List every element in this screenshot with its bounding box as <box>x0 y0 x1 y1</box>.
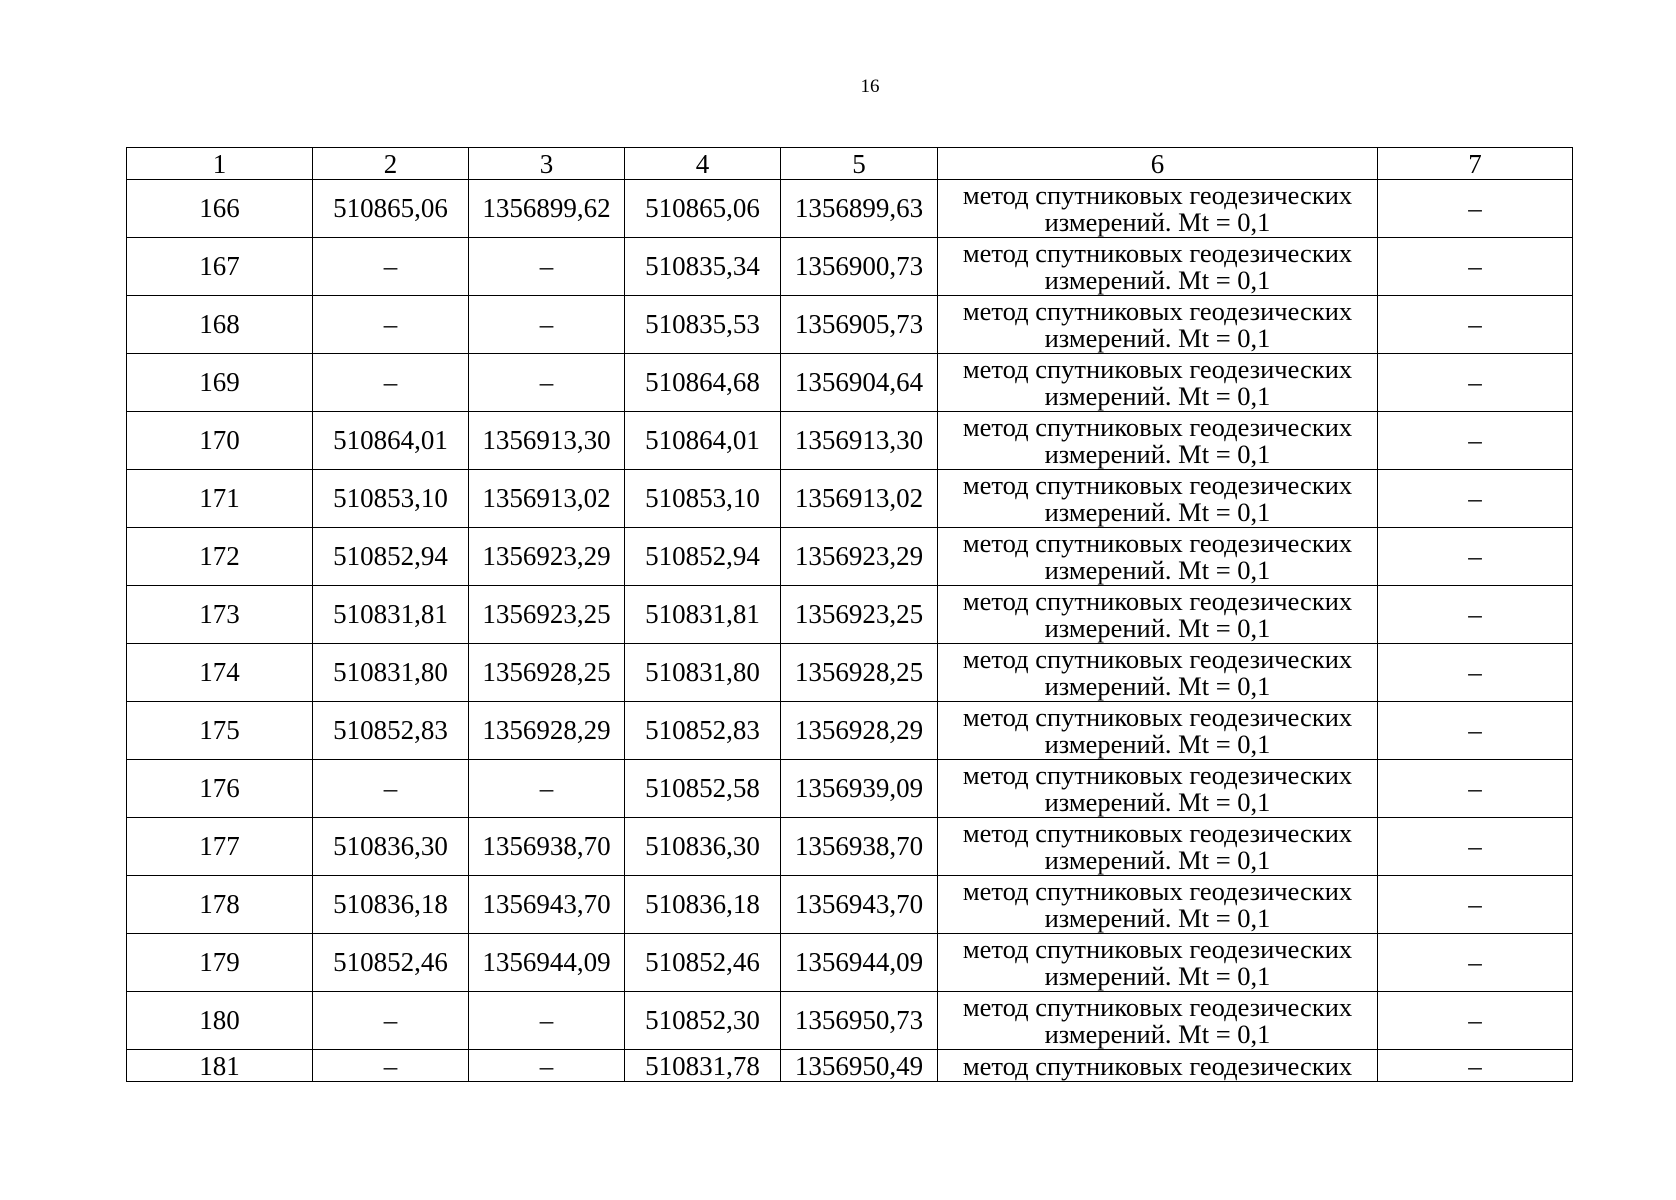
description-cell: – <box>1378 528 1573 586</box>
table-row <box>127 528 1573 586</box>
description-cell: – <box>1378 760 1573 818</box>
new-x-cell: 510835,53 <box>625 296 781 354</box>
existing-y-cell: 1356899,62 <box>469 180 625 238</box>
existing-x-cell: 510853,10 <box>313 470 469 528</box>
existing-x-cell: 510852,94 <box>313 528 469 586</box>
point-number-cell: 173 <box>127 586 313 644</box>
existing-y-cell: 1356913,30 <box>469 412 625 470</box>
new-y-cell: 1356904,64 <box>781 354 938 412</box>
point-number-cell: 175 <box>127 702 313 760</box>
existing-y-cell: 1356913,02 <box>469 470 625 528</box>
new-y-cell: 1356939,09 <box>781 760 938 818</box>
description-cell: – <box>1378 180 1573 238</box>
new-y-cell: 1356943,70 <box>781 876 938 934</box>
method-cell <box>938 818 1378 876</box>
table-header-row <box>127 148 1573 180</box>
table-row <box>127 296 1573 354</box>
point-number-cell: 168 <box>127 296 313 354</box>
new-y-cell: 1356913,30 <box>781 412 938 470</box>
new-x-cell: 510852,46 <box>625 934 781 992</box>
table-row <box>127 180 1573 238</box>
existing-y-cell: 1356928,29 <box>469 702 625 760</box>
existing-x-cell: 510865,06 <box>313 180 469 238</box>
new-x-cell: 510836,18 <box>625 876 781 934</box>
new-y-cell: 1356928,29 <box>781 702 938 760</box>
existing-x-cell: – <box>313 992 469 1050</box>
method-cell <box>938 992 1378 1050</box>
coordinates-table <box>126 147 1573 1082</box>
description-cell: – <box>1378 644 1573 702</box>
method-text: метод спутниковых геодезических измерений. Mt = 0,1 <box>962 875 1353 933</box>
description-cell: – <box>1378 296 1573 354</box>
new-x-cell: 510864,01 <box>625 412 781 470</box>
new-y-cell: 1356900,73 <box>781 238 938 296</box>
method-cell <box>938 702 1378 760</box>
table-row <box>127 644 1573 702</box>
method-text: метод спутниковых геодезических измерений. Mt = 0,1 <box>962 933 1353 991</box>
header-cell-3: 3 <box>469 148 625 180</box>
new-y-cell: 1356950,49 <box>781 1050 938 1082</box>
method-text: метод спутниковых геодезических измерений. Mt = 0,1 <box>962 585 1353 643</box>
point-number-cell: 177 <box>127 818 313 876</box>
existing-y-cell: 1356928,25 <box>469 644 625 702</box>
method-cell <box>938 586 1378 644</box>
existing-y-cell: 1356923,29 <box>469 528 625 586</box>
method-cell <box>938 470 1378 528</box>
existing-y-cell: 1356923,25 <box>469 586 625 644</box>
point-number-cell: 174 <box>127 644 313 702</box>
method-cell <box>938 528 1378 586</box>
existing-x-cell: – <box>313 1050 469 1082</box>
header-cell-1: 1 <box>127 148 313 180</box>
description-cell: – <box>1378 238 1573 296</box>
table-row <box>127 470 1573 528</box>
existing-x-cell: 510831,81 <box>313 586 469 644</box>
existing-x-cell: – <box>313 238 469 296</box>
description-cell: – <box>1378 992 1573 1050</box>
table-row <box>127 238 1573 296</box>
existing-x-cell: – <box>313 354 469 412</box>
description-cell: – <box>1378 354 1573 412</box>
method-cell <box>938 876 1378 934</box>
existing-x-cell: 510831,80 <box>313 644 469 702</box>
method-cell <box>938 412 1378 470</box>
method-cell <box>938 180 1378 238</box>
header-cell-7: 7 <box>1378 148 1573 180</box>
point-number-cell: 170 <box>127 412 313 470</box>
point-number-cell: 179 <box>127 934 313 992</box>
point-number-cell: 178 <box>127 876 313 934</box>
new-y-cell: 1356950,73 <box>781 992 938 1050</box>
existing-y-cell: 1356943,70 <box>469 876 625 934</box>
existing-x-cell: – <box>313 760 469 818</box>
description-cell: – <box>1378 1050 1573 1082</box>
new-y-cell: 1356923,25 <box>781 586 938 644</box>
method-text: метод спутниковых геодезических измерений. Mt = 0,1 <box>962 237 1353 295</box>
new-y-cell: 1356913,02 <box>781 470 938 528</box>
method-cell <box>938 934 1378 992</box>
new-y-cell: 1356923,29 <box>781 528 938 586</box>
method-text: метод спутниковых геодезических измерений. Mt = 0,1 <box>962 353 1353 411</box>
new-x-cell: 510835,34 <box>625 238 781 296</box>
point-number-cell: 171 <box>127 470 313 528</box>
new-y-cell: 1356905,73 <box>781 296 938 354</box>
existing-y-cell: – <box>469 296 625 354</box>
method-text: метод спутниковых геодезических измерений. Mt = 0,1 <box>962 411 1353 469</box>
point-number-cell: 169 <box>127 354 313 412</box>
existing-y-cell: – <box>469 238 625 296</box>
new-x-cell: 510831,80 <box>625 644 781 702</box>
point-number-cell: 166 <box>127 180 313 238</box>
table-row <box>127 354 1573 412</box>
existing-y-cell: – <box>469 354 625 412</box>
method-cell <box>938 1050 1378 1082</box>
method-cell <box>938 760 1378 818</box>
point-number-cell: 172 <box>127 528 313 586</box>
method-text: метод спутниковых геодезических измерений. Mt = 0,1 <box>962 527 1353 585</box>
table-row <box>127 934 1573 992</box>
header-cell-2: 2 <box>313 148 469 180</box>
existing-y-cell: – <box>469 992 625 1050</box>
header-cell-6: 6 <box>938 148 1378 180</box>
new-x-cell: 510864,68 <box>625 354 781 412</box>
new-x-cell: 510853,10 <box>625 470 781 528</box>
method-text: метод спутниковых геодезических измерений. Mt = 0,1 <box>962 295 1353 353</box>
new-x-cell: 510852,94 <box>625 528 781 586</box>
new-x-cell: 510831,81 <box>625 586 781 644</box>
new-x-cell: 510836,30 <box>625 818 781 876</box>
description-cell: – <box>1378 586 1573 644</box>
description-cell: – <box>1378 412 1573 470</box>
existing-x-cell: 510864,01 <box>313 412 469 470</box>
description-cell: – <box>1378 876 1573 934</box>
header-cell-4: 4 <box>625 148 781 180</box>
method-cell <box>938 354 1378 412</box>
page-number: 16 <box>860 76 880 97</box>
new-y-cell: 1356938,70 <box>781 818 938 876</box>
existing-y-cell: 1356944,09 <box>469 934 625 992</box>
method-cell <box>938 296 1378 354</box>
new-y-cell: 1356944,09 <box>781 934 938 992</box>
existing-x-cell: – <box>313 296 469 354</box>
point-number-cell: 176 <box>127 760 313 818</box>
description-cell: – <box>1378 470 1573 528</box>
point-number-cell: 181 <box>127 1050 313 1082</box>
new-x-cell: 510865,06 <box>625 180 781 238</box>
description-cell: – <box>1378 818 1573 876</box>
existing-x-cell: 510852,46 <box>313 934 469 992</box>
table-row <box>127 412 1573 470</box>
table-row <box>127 818 1573 876</box>
new-x-cell: 510852,83 <box>625 702 781 760</box>
new-x-cell: 510852,30 <box>625 992 781 1050</box>
table-row <box>127 586 1573 644</box>
method-cell <box>938 644 1378 702</box>
table-row <box>127 1050 1573 1082</box>
description-cell: – <box>1378 934 1573 992</box>
table-row <box>127 702 1573 760</box>
table-row <box>127 760 1573 818</box>
method-text: метод спутниковых геодезических измерений. Mt = 0,1 <box>962 469 1353 527</box>
table-row <box>127 992 1573 1050</box>
existing-x-cell: 510836,30 <box>313 818 469 876</box>
header-cell-5: 5 <box>781 148 938 180</box>
description-cell: – <box>1378 702 1573 760</box>
table-row <box>127 876 1573 934</box>
table-body <box>127 148 1573 1082</box>
new-x-cell: 510831,78 <box>625 1050 781 1082</box>
method-text: метод спутниковых геодезических измерений. Mt = 0,1 <box>962 817 1353 875</box>
method-cell <box>938 238 1378 296</box>
method-text: метод спутниковых геодезических измерений. Mt = 0,1 <box>962 701 1353 759</box>
existing-x-cell: 510836,18 <box>313 876 469 934</box>
existing-x-cell: 510852,83 <box>313 702 469 760</box>
method-text: метод спутниковых геодезических <box>962 1050 1353 1081</box>
new-y-cell: 1356899,63 <box>781 180 938 238</box>
method-text: метод спутниковых геодезических измерений. Mt = 0,1 <box>962 759 1353 817</box>
new-y-cell: 1356928,25 <box>781 644 938 702</box>
existing-y-cell: – <box>469 1050 625 1082</box>
existing-y-cell: 1356938,70 <box>469 818 625 876</box>
point-number-cell: 167 <box>127 238 313 296</box>
point-number-cell: 180 <box>127 992 313 1050</box>
method-text: метод спутниковых геодезических измерений. Mt = 0,1 <box>962 643 1353 701</box>
existing-y-cell: – <box>469 760 625 818</box>
new-x-cell: 510852,58 <box>625 760 781 818</box>
method-text: метод спутниковых геодезических измерений. Mt = 0,1 <box>962 179 1353 237</box>
method-text: метод спутниковых геодезических измерений. Mt = 0,1 <box>962 991 1353 1049</box>
